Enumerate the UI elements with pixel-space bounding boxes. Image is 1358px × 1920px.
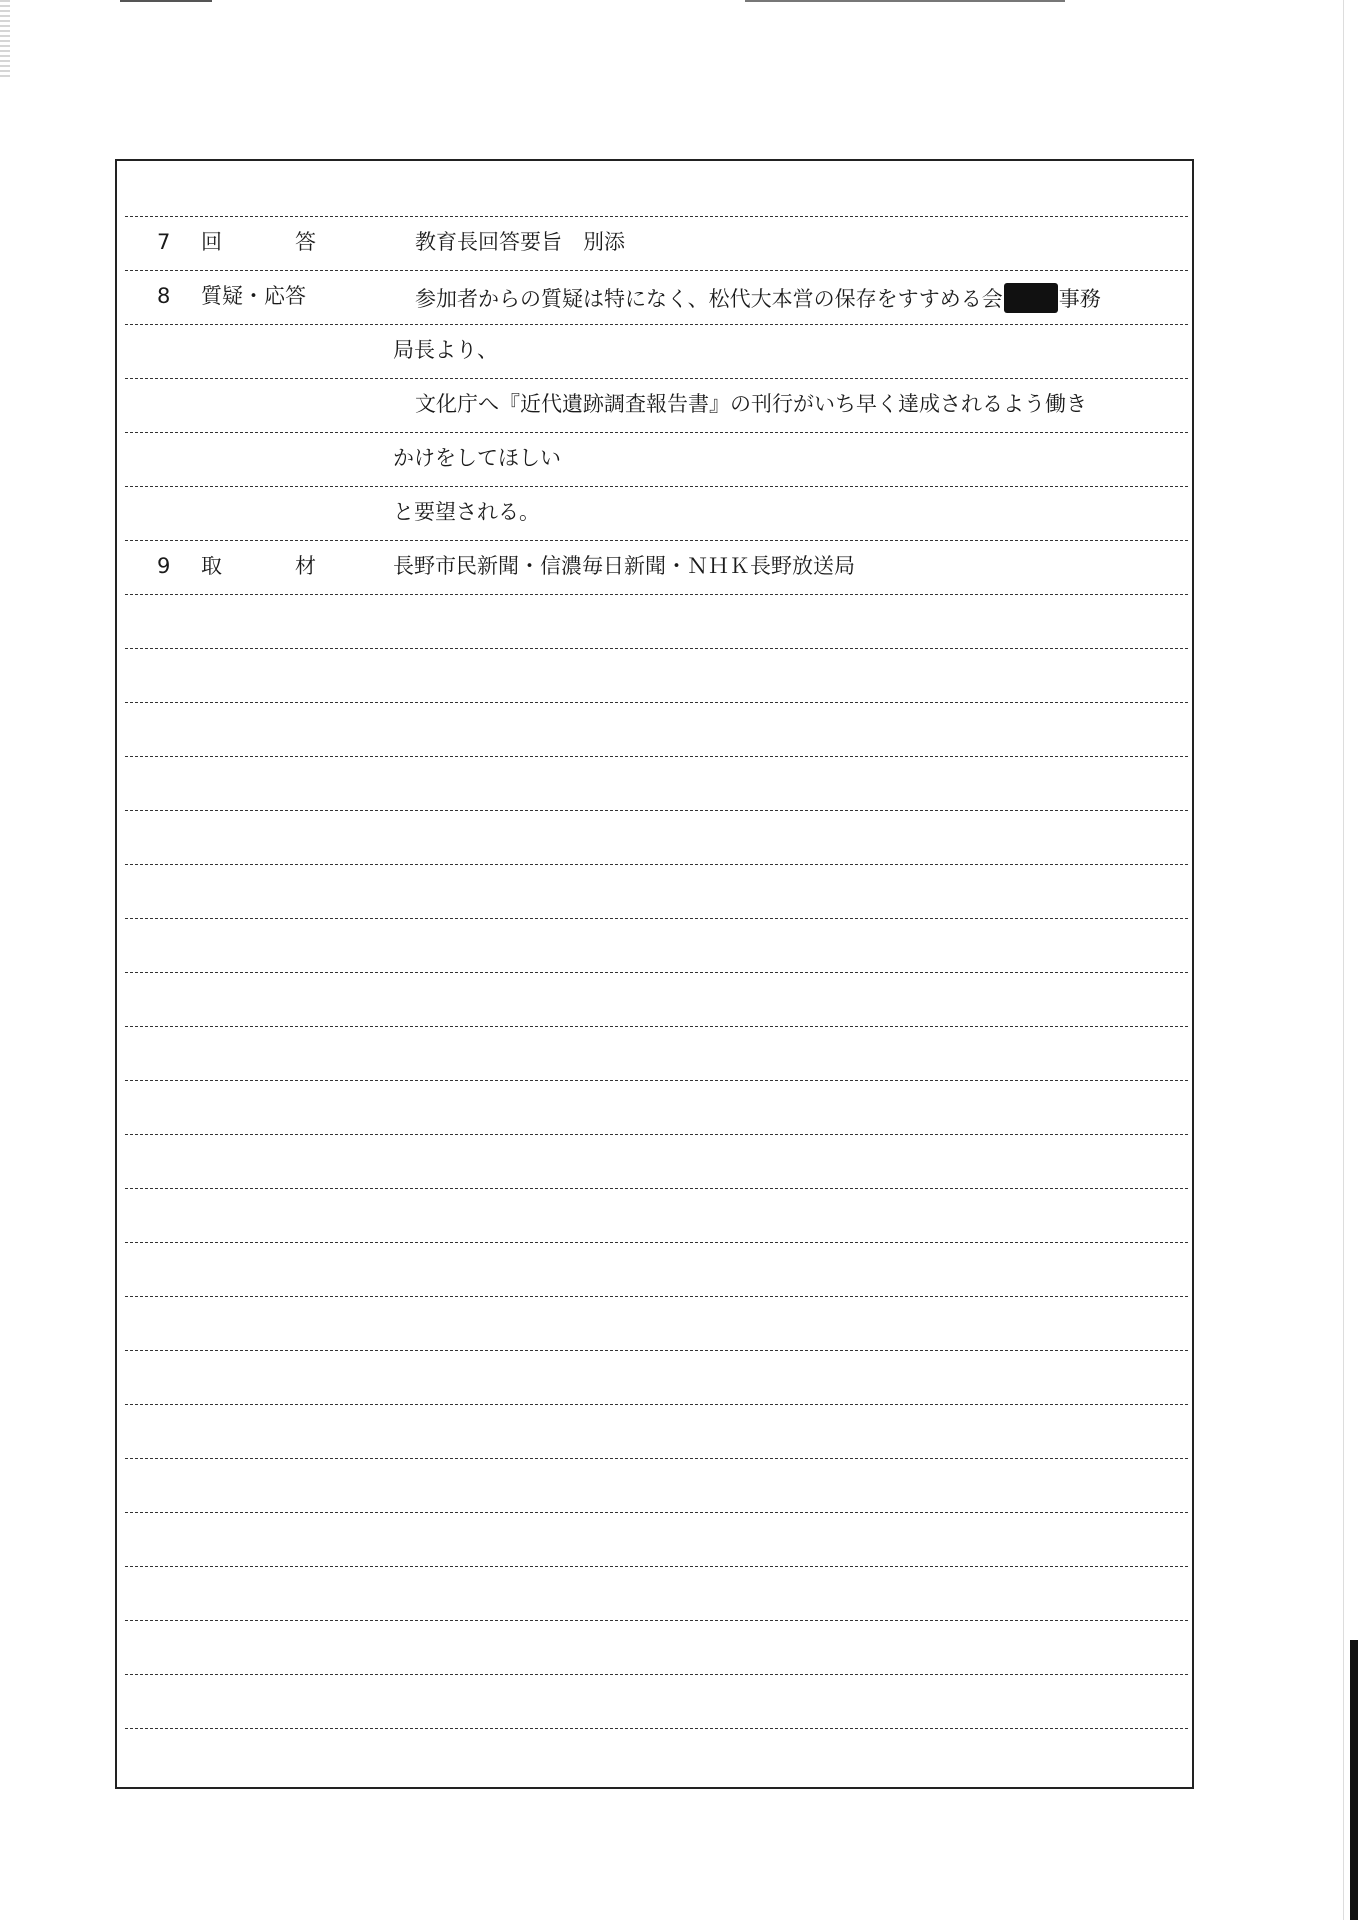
ruling-line [125, 810, 1188, 811]
ruling-line [125, 648, 1188, 649]
ruling-line [125, 1296, 1188, 1297]
item-content [415, 283, 1101, 313]
ruling-line [125, 1566, 1188, 1567]
item-content: 文化庁へ『近代遺跡調査報告書』の刊行がいち早く達成されるよう働き [415, 392, 1087, 416]
item-number: 8 [157, 284, 171, 308]
item-label: 質疑・応答 [201, 284, 306, 308]
ruling-line [125, 432, 1188, 433]
ruling-line [125, 1026, 1188, 1027]
item-content-text: 事務 [1058, 287, 1101, 311]
item-label-char: 材 [295, 554, 316, 578]
ruling-line [125, 1350, 1188, 1351]
item-content: かけをしてほしい [393, 446, 561, 470]
item-label-char: 回 [201, 230, 222, 254]
item-content: 局長より、 [393, 338, 498, 362]
ruling-line [125, 540, 1188, 541]
ruling-line [125, 1080, 1188, 1081]
ruling-line [125, 1728, 1188, 1729]
ruling-line [125, 702, 1188, 703]
ruling-line [125, 1674, 1188, 1675]
ruling-line [125, 1188, 1188, 1189]
ruling-line [125, 216, 1188, 217]
scan-edge-artifact [1350, 1640, 1358, 1920]
ruling-line [125, 270, 1188, 271]
item-label-char: 答 [295, 230, 316, 254]
ruling-line [125, 1404, 1188, 1405]
ruling-line [125, 1620, 1188, 1621]
scan-top-mark [745, 0, 1065, 2]
item-number: 9 [157, 554, 171, 578]
scan-top-mark [120, 0, 212, 2]
ruling-line [125, 324, 1188, 325]
item-content: 長野市民新聞・信濃毎日新聞・ＮＨＫ長野放送局 [393, 554, 855, 578]
item-content: 教育長回答要旨 別添 [415, 230, 625, 254]
item-label-char: 取 [201, 554, 222, 578]
ruling-line [125, 1242, 1188, 1243]
ruling-line [125, 918, 1188, 919]
ruling-line [125, 972, 1188, 973]
ruling-line [125, 1458, 1188, 1459]
redaction-block [1004, 283, 1058, 313]
ruling-line [125, 594, 1188, 595]
scan-edge-artifact [0, 0, 10, 80]
ruling-line [125, 1134, 1188, 1135]
scan-edge-line [1343, 0, 1344, 1920]
ruling-line [125, 756, 1188, 757]
ruling-line [125, 1512, 1188, 1513]
ruling-line [125, 864, 1188, 865]
item-content: と要望される。 [393, 500, 540, 524]
ruling-line [125, 378, 1188, 379]
item-number: 7 [157, 230, 171, 254]
item-content-text: 参加者からの質疑は特になく、松代大本営の保存をすすめる会 [415, 287, 1003, 311]
ruling-line [125, 486, 1188, 487]
ruled-form [115, 159, 1194, 1789]
